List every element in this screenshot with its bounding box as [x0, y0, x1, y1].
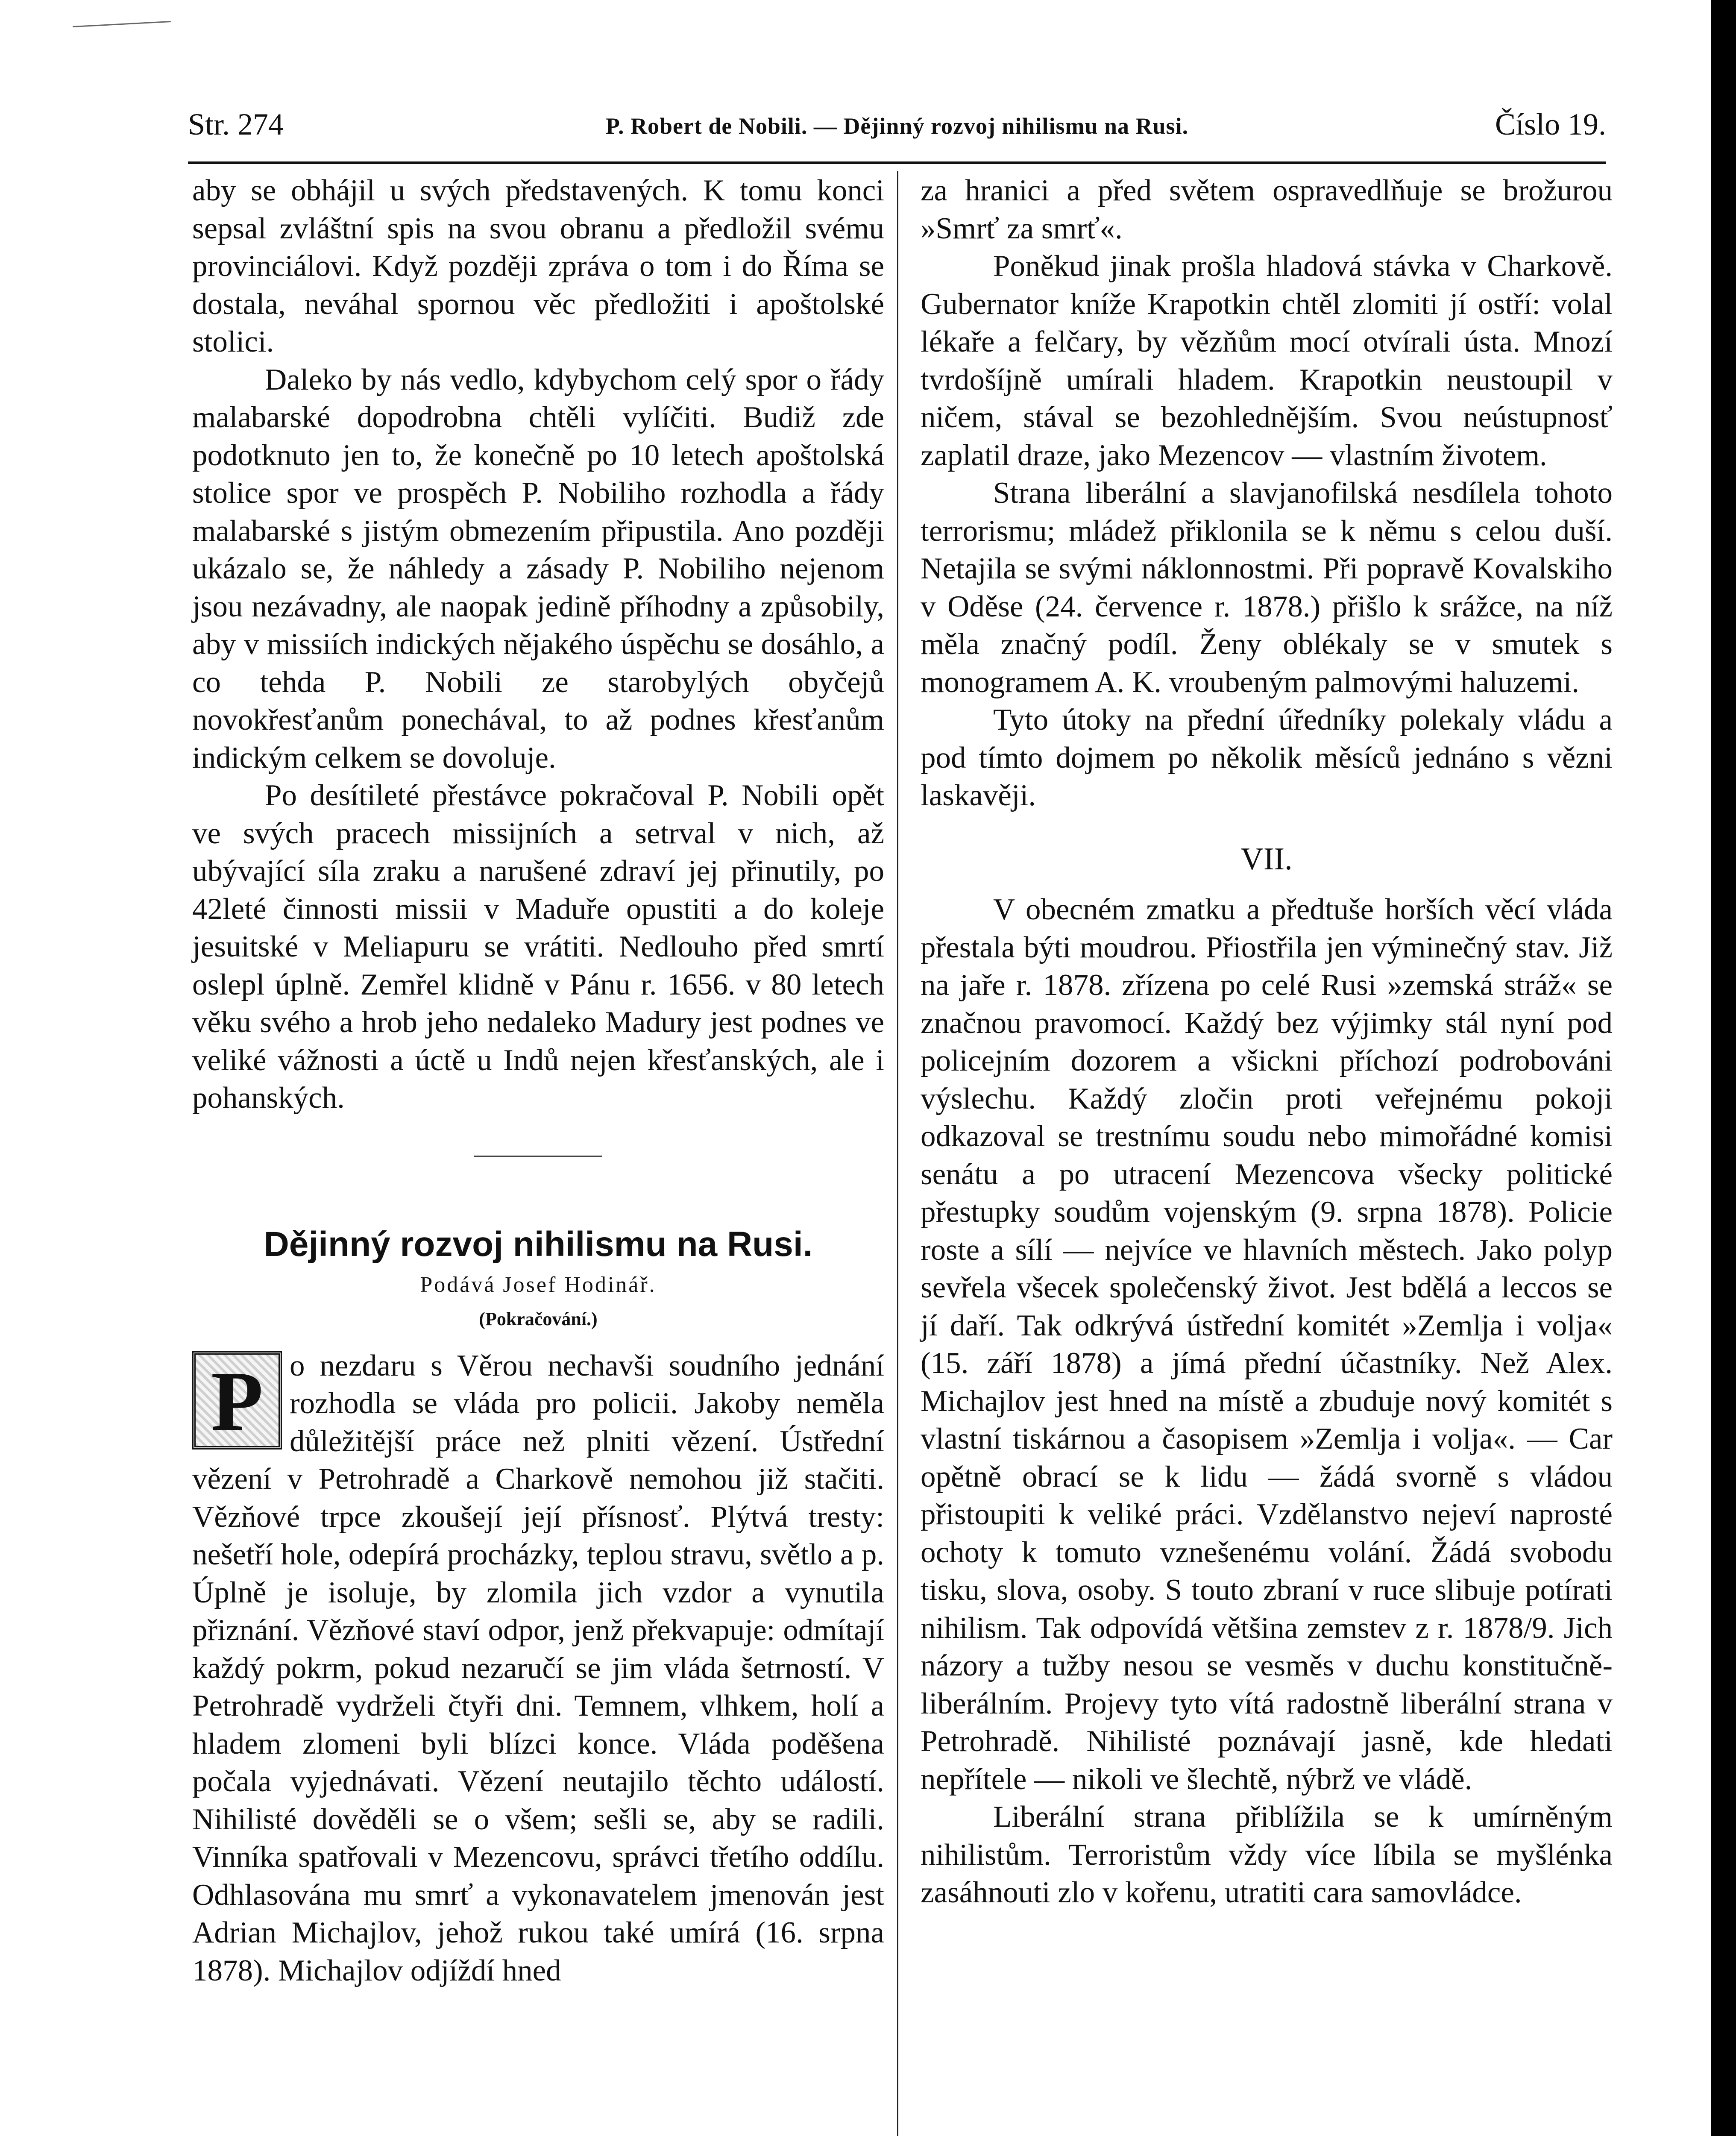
continued-note: (Pokračování.): [479, 1308, 598, 1329]
paragraph: Po desítileté přestávce pokračoval P. Nobili opět ve svých pracech missijních a setrval v nich, až ubývající síla zraku a narušené zdraví jej přinutily, po 42leté činnosti missii v Maduře opustiti a do koleje jesuitské v Meliapuru se vrátiti. Nedlouho před smrtí oslepl úplně. Zemřel klidně v Pánu r. 1656. v 80 letech věku svého a hrob jeho nedaleko Madury jest podnes ve veliké vážnosti a úctě u Indů nejen křesťanských, ale i pohanských.: [192, 779, 884, 1115]
column-divider: [897, 171, 898, 2136]
paragraph: aby se obhájil u svých představených. K tomu konci sepsal zvláštní spis na svou obranu a předložil svému provinciálovi. Když později zpráva o tom i do Říma se dostala, neváhal spornou věc předložiti i apoštolské stolici.: [192, 174, 884, 358]
page-header: [188, 107, 1606, 158]
header-rule: [188, 161, 1606, 164]
left-column: [192, 172, 884, 1989]
paragraph: V obecném zmatku a předtuše horších věcí vláda přestala býti moudrou. Přiostřila jen výminečný stav. Již na jaře r. 1878. zřízena po celé Rusi »zemská stráž« se značnou pravomocí. Každý bez výjimky stál nyní pod policejním dozorem a všickni příchozí podrobováni výslechu. Každý zločin proti veřejnému pokoji odkazoval se trestnímu soudu nebo mimořádné komisi senátu a po utracení Mezencova všecky politické přestupky soudům vojenským (9. srpna 1878). Policie roste a sílí — nejvíce ve hlavních městech. Jako polyp sevřela všecek společenský život. Jest bdělá a leccos se jí daří. Tak odkrývá ústřední komitét »Zemlja i volja« (15. září 1878) a jímá přední účastníky. Než Alex. Michajlov jest hned na místě a zbuduje nový komitét s vlastní tiskárnou a časopisem »Zemlja i volja«. — Car opětně obrací se k lidu — žádá svorně s vládou přistoupiti k veliké práci. Vzdělanstvo nejeví naprosté ochoty k tomuto vznešenému volání. Žádá svobodu tisku, slova, osoby. S touto zbraní v ruce slibuje potírati nihilism. Tak odpovídá většina zemstev z r. 1878/9. Jich názory a tužby nesou se vesměs v duchu konstitučně-liberálním. Projevy tyto vítá radostně liberální strana v Petrohradě. Nihilisté poznávají jasně, kde hledati nepřítele — nikoli ve šlechtě, nýbrž ve vládě.: [921, 893, 1613, 1796]
section-separator: [474, 1156, 602, 1157]
paragraph: Liberální strana přiblížila se k umírněným nihilistům. Terroristům vždy více líbila se myšlénka zasáhnouti zlo v kořenu, utratiti cara samovládce.: [921, 1800, 1613, 1909]
page-number: Str. 274: [188, 107, 284, 141]
ornamental-initial: [192, 1351, 282, 1449]
paragraph: Poněkud jinak prošla hladová stávka v Charkově. Gubernator kníže Krapotkin chtěl zlomiti jí ostří: volal lékaře a felčary, by vězňům mocí otvírali ústa. Mnozí tvrdošíjně umírali hladem. Krapotkin neustoupil v ničem, stával se bezohlednějším. Svou neústupnosť zaplatil draze, jako Mezencov — vlastním životem.: [921, 249, 1613, 472]
section-number: VII.: [1240, 841, 1293, 877]
article-byline: Podává Josef Hodinář.: [420, 1272, 657, 1297]
running-title: P. Robert de Nobili. — Dějinný rozvoj nihilismu na Rusi.: [605, 113, 1189, 139]
paragraph-text: o nezdaru s Věrou nechavši soudního jednání rozhodla se vláda pro policii. Jakoby neměla důležitější práce než plniti vězení. Ústřední vězení v Petrohradě a Charkově nemohou již stačiti. Vězňové trpce zkoušejí její přísnosť. Plýtvá tresty: nešetří hole, odepírá procházky, teplou stravu, světlo a p. Úplně je isoluje, by zlomila jich vzdor a vynutila přiznání. Vězňové staví odpor, jenž překvapuje: odmítají každý pokrm, pokud nezaručí se jim vláda šetrností. V Petrohradě vydrželi čtyři dni. Temnem, vlhkem, holí a hladem zlomeni byli blízci konce. Vláda poděšena počala vyjednávati. Vězení neutajilo těchto událostí. Nihilisté dověděli se o všem; sešli se, aby se radili. Vinníka spatřovali v Mezencovu, správci třetího oddílu. Odhlasována mu smrť a vykonavatelem jmenován jest Adrian Michajlov, jehož rukou také umírá (16. srpna 1878). Michajlov odjíždí hned: [192, 1349, 884, 1987]
paragraph: Strana liberální a slavjanofilská nesdílela tohoto terrorismu; mládež přiklonila se k němu s celou duší. Netajila se svými náklonnostmi. Při popravě Kovalskiho v Oděse (24. července r. 1878.) přišlo k srážce, na níž měla značný podíl. Ženy oblékaly se v smutek s monogramem A. K. vroubeným palmovými haluzemi.: [921, 476, 1613, 699]
paragraph: za hranici a před světem ospravedlňuje se brožurou »Smrť za smrť«.: [921, 174, 1613, 245]
issue-number: Číslo 19.: [1495, 107, 1606, 141]
paragraph: Daleko by nás vedlo, kdybychom celý spor o řády malabarské dopodrobna chtěli vylíčiti. Budiž zde podotknuto jen to, že konečně po 10 letech apoštolská stolice spor ve prospěch P. Nobiliho rozhodla a řády malabarské s jistým obmezením připustila. Ano později ukázalo se, že náhledy a zásady P. Nobiliho nejenom jsou nezávadny, ale naopak jedině příhodny a způsobily, aby v missiích indických nějakého úspěchu se dosáhlo, a co tehda P. Nobili ze starobylých obyčejů novokřesťanům ponechával, to až podnes křesťanům indickým celkem se dovoluje.: [192, 363, 884, 775]
paragraph: Tyto útoky na přední úředníky polekaly vládu a pod tímto dojmem po několik měsíců jednáno s vězni laskavěji.: [921, 703, 1613, 812]
article-first-paragraph: [192, 1347, 884, 1990]
right-column: [921, 172, 1613, 1912]
article-title: Dějinný rozvoj nihilismu na Rusi.: [264, 1224, 813, 1264]
initial-letter: P: [211, 1354, 264, 1449]
